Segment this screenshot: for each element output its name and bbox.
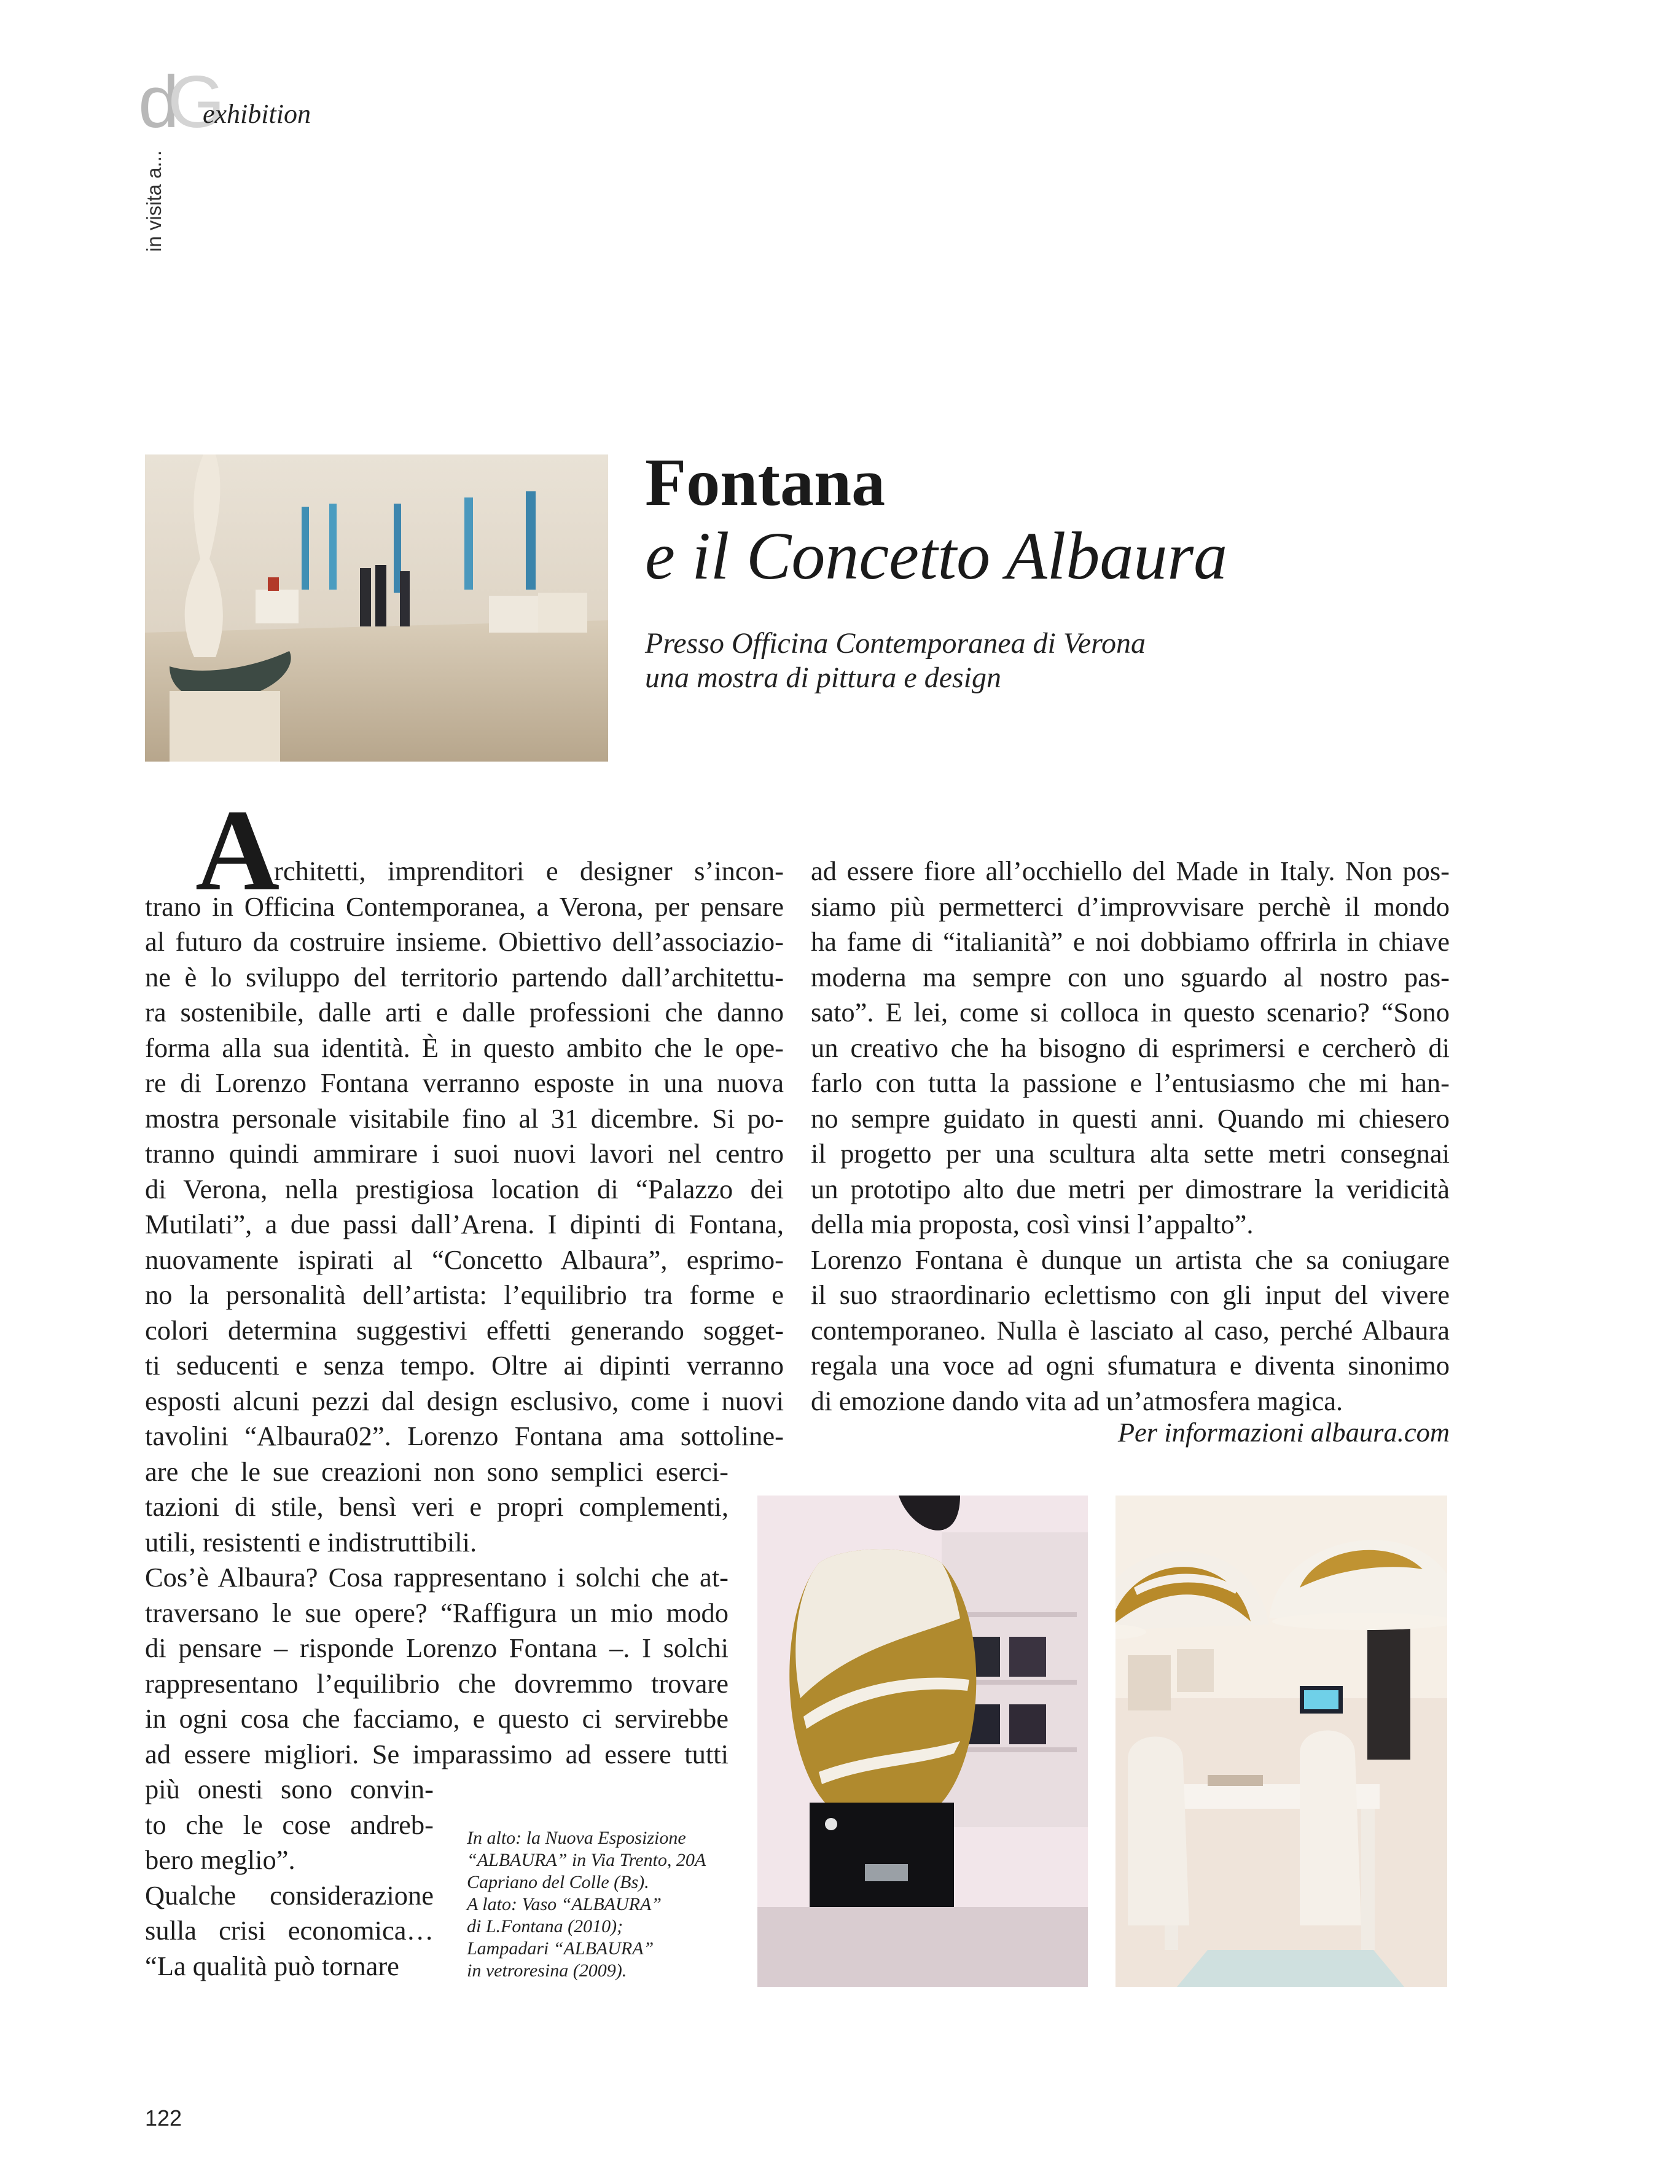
body-line: “La qualità può tornare xyxy=(145,1950,399,1981)
drop-cap: A xyxy=(195,786,280,915)
body-line: farlo con tutta la passione e l’entusiasmo che mi han- xyxy=(811,1067,1450,1098)
body-line: rchitetti, imprenditori e designer s’incon- xyxy=(274,856,784,886)
body-line: are che le sue creazioni non sono semplici eserci- xyxy=(145,1456,729,1487)
body-line: il suo straordinario eclettismo con gli input del vivere xyxy=(811,1279,1450,1310)
body-line: Lorenzo Fontana è dunque un artista che sa coniugare xyxy=(811,1244,1450,1275)
caption-line: In alto: la Nuova Esposizione xyxy=(467,1828,686,1848)
body-line: nuovamente ispirati al “Concetto Albaura”, esprimo- xyxy=(145,1244,784,1275)
body-line: regala una voce ad ogni sfumatura e diventa sinonimo xyxy=(811,1350,1450,1381)
body-line: sato”. E lei, come si colloca in questo scenario? “Sono xyxy=(811,997,1450,1028)
body-line: no sempre guidato in questi anni. Quando mi chiesero xyxy=(811,1102,1450,1134)
body-line: Cos’è Albaura? Cosa rappresentano i solchi che at- xyxy=(145,1562,729,1593)
body-line: ti seducenti e senza tempo. Oltre ai dipinti verranno xyxy=(145,1350,784,1381)
caption-line: Capriano del Colle (Bs). xyxy=(467,1872,649,1892)
article-title-italic: e il Concetto Albaura xyxy=(645,518,1228,593)
vertical-label-text: in visita a... xyxy=(143,150,165,252)
body-line: tazioni di stile, bensì veri e propri complementi, xyxy=(145,1491,729,1522)
body-line: ra sostenibile, dalle arti e dalle professioni che danno xyxy=(145,997,784,1028)
body-line: rappresentano l’equilibrio che dovremmo trovare xyxy=(145,1667,729,1699)
body-line: trano in Officina Contemporanea, a Verona, per pensare xyxy=(145,891,784,922)
lamps-photo xyxy=(1115,1496,1447,1987)
body-line: re di Lorenzo Fontana verranno esposte in una nuova xyxy=(145,1067,784,1098)
subtitle-line: Presso Officina Contemporanea di Verona xyxy=(645,627,1146,660)
section-label: exhibition xyxy=(203,99,311,129)
body-line: di Verona, nella prestigiosa location di “Palazzo dei xyxy=(145,1173,784,1204)
body-line: colori determina suggestivi effetti generando sogget- xyxy=(145,1314,784,1346)
subtitle-line: una mostra di pittura e design xyxy=(645,661,1002,694)
body-line: ne è lo sviluppo del territorio partendo dall’architettu- xyxy=(145,961,784,993)
body-line: traversano le sue opere? “Raffigura un mio modo xyxy=(145,1597,729,1628)
body-column-left xyxy=(145,854,784,1984)
article-subtitle xyxy=(645,626,1146,695)
body-line: un creativo che ha bisogno di esprimersi e cercherò di xyxy=(811,1032,1450,1063)
body-line: più onesti sono convin- xyxy=(145,1774,434,1804)
caption-line: “ALBAURA” in Via Trento, 20A xyxy=(467,1850,706,1870)
photo-caption xyxy=(467,1827,706,1982)
page-number: 122 xyxy=(145,2105,182,2131)
vertical-section-label xyxy=(143,147,167,252)
body-line: ad essere fiore all’occhiello del Made in Italy. Non pos- xyxy=(811,856,1450,886)
body-line: Qualche considerazione xyxy=(145,1879,434,1911)
body-line: ha fame di “italianità” e noi dobbiamo offrirla in chiave xyxy=(811,926,1450,957)
body-line: di pensare – risponde Lorenzo Fontana –. I solchi xyxy=(145,1632,729,1663)
caption-line: Lampadari “ALBAURA” xyxy=(467,1938,654,1959)
logo-letter-g: G xyxy=(168,61,225,143)
body-line: siamo più permetterci d’improvvisare perchè il mondo xyxy=(811,891,1450,922)
body-line: un prototipo alto due metri per dimostrare la veridicità xyxy=(811,1173,1450,1204)
caption-line: in vetroresina (2009). xyxy=(467,1960,627,1981)
body-line: tranno quindi ammirare i suoi nuovi lavori nel centro xyxy=(145,1138,784,1169)
body-line: Mutilati”, a due passi dall’Arena. I dipinti di Fontana, xyxy=(145,1209,784,1239)
body-line: bero meglio”. xyxy=(145,1844,295,1875)
body-line: ad essere migliori. Se imparassimo ad essere tutti xyxy=(145,1738,729,1769)
body-line: in ogni cosa che facciamo, e questo ci servirebbe xyxy=(145,1703,729,1734)
gallery-photo xyxy=(145,454,608,762)
body-line: to che le cose andreb- xyxy=(145,1809,434,1840)
body-line: della mia proposta, così vinsi l’appalto”. xyxy=(811,1209,1254,1239)
body-line: contemporaneo. Nulla è lasciato al caso, perché Albaura xyxy=(811,1314,1450,1346)
info-link-text: Per informazioni albaura.com xyxy=(1117,1417,1450,1448)
vase-photo xyxy=(757,1496,1088,1987)
body-line: no la personalità dell’artista: l’equilibrio tra forme e xyxy=(145,1279,784,1310)
body-line: mostra personale visitabile fino al 31 dicembre. Si po- xyxy=(145,1102,784,1134)
body-line: il progetto per una scultura alta sette metri consegnai xyxy=(811,1138,1450,1169)
body-line: di emozione dando vita ad un’atmosfera magica. xyxy=(811,1385,1343,1416)
body-line: utili, resistenti e indistruttibili. xyxy=(145,1526,477,1558)
body-line: moderna ma sempre con uno sguardo al nostro pas- xyxy=(811,961,1450,993)
body-line: esposti alcuni pezzi dal design esclusivo, come i nuovi xyxy=(145,1385,784,1416)
caption-line: di L.Fontana (2010); xyxy=(467,1916,623,1936)
body-column-right xyxy=(811,854,1450,1419)
logo-letter-d: d xyxy=(138,61,179,143)
body-line: tavolini “Albaura02”. Lorenzo Fontana ama sottoline- xyxy=(145,1421,784,1451)
article-title: Fontana xyxy=(645,445,886,520)
caption-line: A lato: Vaso “ALBAURA” xyxy=(467,1894,662,1914)
body-line: forma alla sua identità. È in questo ambito che le ope- xyxy=(145,1032,784,1063)
body-line: sulla crisi economica… xyxy=(145,1915,434,1946)
body-line: al futuro da costruire insieme. Obiettivo dell’associazio- xyxy=(145,926,784,957)
